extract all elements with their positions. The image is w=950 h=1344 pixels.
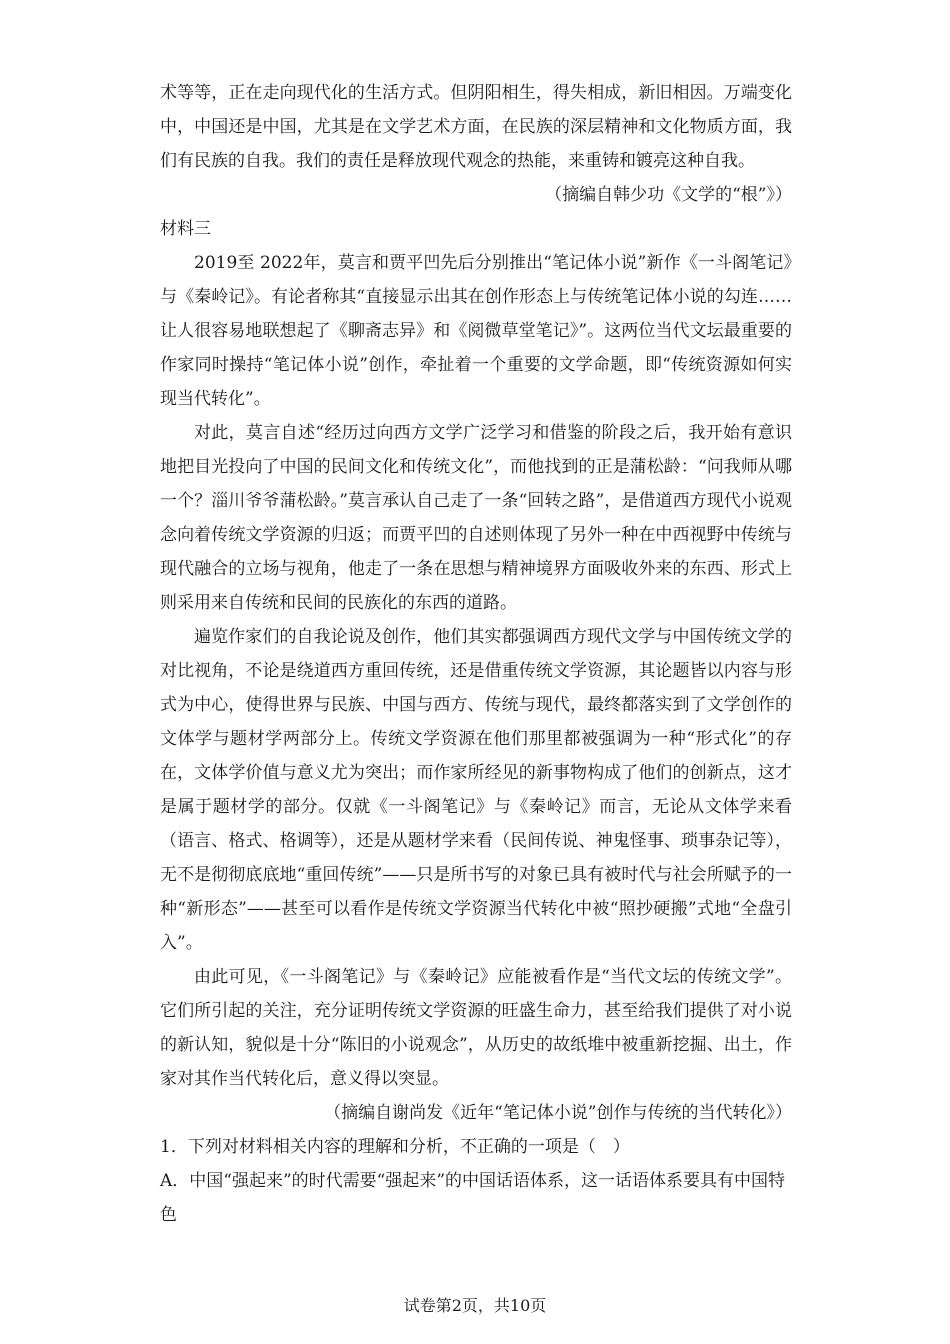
material-three-heading: 材料三 [160, 219, 211, 239]
paragraph-4: 由此可见，《一斗阁笔记》与《秦岭记》应能被看作是“当代文坛的传统文学”。它们所引起的关注，充分证明传统文学资源的旺盛生命力，甚至给我们提供了对小说的新认知，貌似是十分“陈旧的小说观念”，从历史的故纸堆中被重新挖掘、出土，作家对其作当代转化后，意义得以突显。 [160, 967, 792, 1089]
source-citation-three: （摘编自谢尚发《近年“笔记体小说”创作与传统的当代转化》） [324, 1103, 792, 1123]
page-content [160, 76, 792, 1232]
question-1: 1．下列对材料相关内容的理解和分析，不正确的一项是（ ） [160, 1137, 630, 1157]
paragraph-2: 对此，莫言自述“经历过向西方文学广泛学习和借鉴的阶段之后，我开始有意识地把目光投向了中国的民间文化和传统文化”，而他找到的正是蒲松龄：“问我师从哪一个？淄川爷爷蒲松龄。”莫言承认自己走了一条“回转之路”，是借道西方现代小说观念向着传统文学资源的归返；而贾平凹的自述则体现了另外一种在中西视野中传统与现代融合的立场与视角，他走了一条在思想与精神境界方面吸收外来的东西、形式上则采用来自传统和民间的民族化的东西的道路。 [160, 423, 792, 613]
page-footer: 试卷第2页，共10页 [403, 1296, 547, 1315]
source-citation-two: （摘编自韩少功《文学的“根”》） [545, 185, 792, 205]
option-a: A．中国“强起来”的时代需要“强起来”的中国话语体系，这一话语体系要具有中国特色 [160, 1171, 786, 1225]
paragraph-1: 2019至 2022年，莫言和贾平凹先后分别推出“笔记体小说”新作《一斗阁笔记》与《秦岭记》。有论者称其“直接显示出其在创作形态上与传统笔记体小说的勾连……让人很容易地联想起了《聊斋志异》和《阅微草堂笔记》”。这两位当代文坛最重要的作家同时操持“笔记体小说”创作，牵扯着一个重要的文学命题，即“传统资源如何实现当代转化”。 [160, 253, 792, 409]
intro-paragraph: 术等等，正在走向现代化的生活方式。但阴阳相生，得失相成，新旧相因。万端变化中，中国还是中国，尤其是在文学艺术方面，在民族的深层精神和文化物质方面，我们有民族的自我。我们的责任是释放现代观念的热能，来重铸和镀亮这种自我。 [160, 83, 792, 171]
paragraph-3: 遍览作家们的自我论说及创作，他们其实都强调西方现代文学与中国传统文学的对比视角，不论是绕道西方重回传统，还是借重传统文学资源，其论题皆以内容与形式为中心，使得世界与民族、中国与西方、传统与现代，最终都落实到了文学创作的文体学与题材学两部分上。传统文学资源在他们那里都被强调为一种“形式化”的存在，文体学价值与意义尤为突出；而作家所经见的新事物构成了他们的创新点，这才是属于题材学的部分。仅就《一斗阁笔记》与《秦岭记》而言，无论从文体学来看（语言、格式、格调等），还是从题材学来看（民间传说、神鬼怪事、琐事杂记等），无不是彻彻底底地“重回传统”——只是所书写的对象已具有被时代与社会所赋予的一种“新形态”——甚至可以看作是传统文学资源当代转化中被“照抄硬搬”式地“全盘引入”。 [160, 627, 792, 953]
